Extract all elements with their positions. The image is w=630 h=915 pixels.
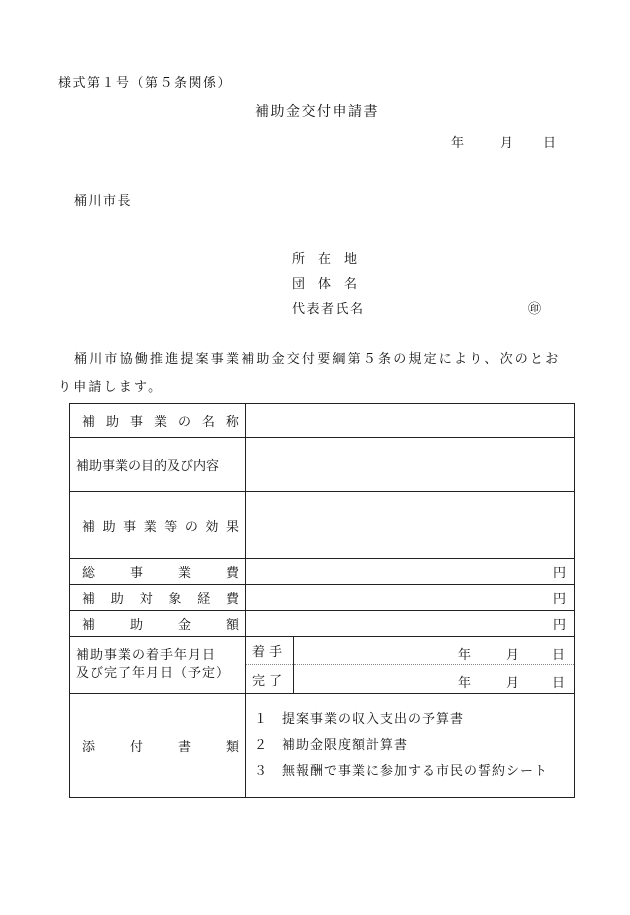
label-char: 業	[153, 415, 167, 430]
document-title: 補助金交付申請書	[255, 104, 379, 120]
label-char: 業	[143, 519, 157, 535]
address-label: 所 在 地	[292, 252, 358, 267]
yen-unit: 円	[552, 618, 566, 633]
label-attachments	[70, 694, 246, 798]
date-year-label: 年	[451, 136, 465, 151]
attachment-item: １ 提案事業の収入支出の予算書	[254, 711, 465, 727]
org-name-label: 団 体 名	[292, 277, 358, 292]
end-label: 完 了	[252, 673, 283, 689]
body-text-line2: り申請します。	[58, 380, 164, 395]
row-target-cost	[70, 585, 575, 611]
label-char: 補	[82, 415, 96, 430]
row-purpose	[70, 438, 575, 492]
label-char: 金	[177, 618, 191, 633]
label-project-name	[70, 404, 246, 438]
start-month-label: 月	[506, 648, 520, 663]
row-start-date	[70, 637, 575, 665]
label-dates-line1: 補助事業の着手年月日	[76, 648, 217, 663]
label-char: 費	[225, 592, 239, 607]
field-grant-amount[interactable]	[246, 611, 575, 637]
label-char: 額	[225, 618, 239, 633]
row-attachments	[70, 694, 575, 798]
label-effect	[70, 492, 246, 559]
label-char: 対	[139, 592, 153, 607]
label-char: 助	[110, 592, 124, 607]
start-day-label: 日	[552, 648, 566, 663]
label-char: 補	[82, 592, 96, 607]
label-char: 名	[201, 415, 215, 430]
label-start	[246, 637, 294, 665]
date-month-label: 月	[500, 136, 514, 151]
attachment-item: ２ 補助金限度額計算書	[254, 737, 409, 753]
date-day-label: 日	[543, 136, 557, 151]
label-char: 添	[82, 740, 96, 755]
start-year-label: 年	[458, 648, 472, 663]
row-project-name	[70, 404, 575, 438]
representative-label: 代表者氏名	[292, 302, 365, 317]
label-char: 付	[129, 740, 143, 755]
field-project-name[interactable]	[246, 404, 575, 438]
label-char: 称	[225, 415, 239, 430]
row-grant-amount	[70, 611, 575, 637]
label-char: 事	[129, 415, 143, 430]
label-purpose	[70, 438, 246, 492]
field-start-date[interactable]	[294, 637, 575, 665]
label-char: 事	[129, 566, 143, 581]
yen-unit: 円	[552, 566, 566, 581]
label-char: 事	[123, 519, 137, 535]
end-year-label: 年	[458, 676, 472, 691]
field-effect[interactable]	[246, 492, 575, 559]
field-total-cost[interactable]	[246, 559, 575, 585]
label-char: 業	[177, 566, 191, 581]
yen-unit: 円	[552, 592, 566, 607]
body-text-line1: 桶川市協働推進提案事業補助金交付要綱第５条の規定により、次のとお	[74, 352, 561, 367]
label-grant-amount	[70, 611, 246, 637]
label-char: 等	[164, 519, 178, 535]
label-char: の	[177, 415, 191, 430]
attachments-list	[246, 694, 575, 798]
label-char: 書	[177, 740, 191, 755]
addressee: 桶川市長	[74, 194, 133, 209]
label-char: 助	[102, 519, 116, 535]
label-char: 効	[205, 519, 219, 535]
label-char: 類	[225, 740, 239, 755]
label-char: 総	[82, 566, 96, 581]
label-char: 助	[105, 415, 119, 430]
label-dates-line2: 及び完了年月日（予定）	[76, 666, 231, 681]
label-char: 補	[82, 519, 96, 535]
label-char: 助	[129, 618, 143, 633]
application-table	[69, 403, 575, 798]
label-char: 経	[197, 592, 211, 607]
label-end	[246, 665, 294, 694]
start-label: 着 手	[252, 645, 283, 660]
form-number: 様式第１号（第５条関係）	[58, 76, 233, 91]
field-purpose[interactable]	[246, 438, 575, 492]
label-total-cost	[70, 559, 246, 585]
field-end-date[interactable]	[294, 665, 575, 694]
row-total-cost	[70, 559, 575, 585]
label-char: 果	[225, 519, 239, 535]
end-day-label: 日	[552, 676, 566, 691]
seal-mark: ㊞	[528, 302, 542, 317]
attachment-item: ３ 無報酬で事業に参加する市民の誓約シート	[254, 763, 549, 779]
label-char: 費	[225, 566, 239, 581]
label-char: 補	[82, 618, 96, 633]
label-char: の	[184, 519, 198, 535]
field-target-cost[interactable]	[246, 585, 575, 611]
end-month-label: 月	[506, 676, 520, 691]
label-dates	[70, 637, 246, 694]
label-char: 象	[168, 592, 182, 607]
row-effect	[70, 492, 575, 559]
label-text: 補助事業の目的及び内容	[76, 459, 220, 474]
label-target-cost	[70, 585, 246, 611]
